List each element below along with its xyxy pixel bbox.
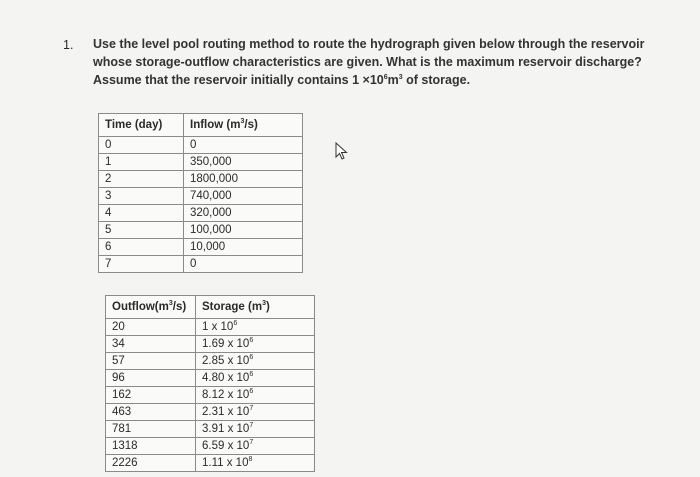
outflow-cell: 1318 bbox=[106, 438, 196, 455]
time-cell: 3 bbox=[99, 188, 184, 205]
outflow-cell: 34 bbox=[106, 336, 196, 353]
storage-cell: 1.11 x $10^8$ bbox=[196, 455, 315, 472]
outflow-cell: 57 bbox=[106, 353, 196, 370]
table-row bbox=[99, 239, 303, 256]
table-row bbox=[99, 222, 303, 239]
mouse-pointer-icon bbox=[335, 142, 349, 160]
table-header-row bbox=[99, 114, 303, 137]
storage-column-header: Storage $(m^3)$ bbox=[196, 296, 315, 319]
outflow-column-header: $Outflow(m^3/s)$ bbox=[106, 296, 196, 319]
outflow-cell: 162 bbox=[106, 387, 196, 404]
question-text bbox=[93, 35, 653, 89]
time-cell: 4 bbox=[99, 205, 184, 222]
time-column-header: Time (day) bbox=[99, 114, 184, 137]
table-row bbox=[106, 404, 315, 421]
outflow-cell: 2226 bbox=[106, 455, 196, 472]
inflow-cell: 0 bbox=[184, 256, 303, 273]
table-row bbox=[106, 319, 315, 336]
table-row bbox=[106, 421, 315, 438]
table-row bbox=[99, 154, 303, 171]
inflow-cell: 740,000 bbox=[184, 188, 303, 205]
table-row bbox=[99, 256, 303, 273]
table-row bbox=[99, 137, 303, 154]
time-cell: 1 bbox=[99, 154, 184, 171]
storage-cell: 6.59 x $10^7$ bbox=[196, 438, 315, 455]
table-row bbox=[106, 336, 315, 353]
storage-cell: 2.85 x $10^6$ bbox=[196, 353, 315, 370]
table-row bbox=[106, 387, 315, 404]
time-cell: 2 bbox=[99, 171, 184, 188]
storage-cell: 1 x $10^6$ bbox=[196, 319, 315, 336]
table-header-row bbox=[106, 296, 315, 319]
question-line-3: Assume that the reservoir initially contains $1 \times 10^6m^3$ of storage. bbox=[93, 73, 471, 87]
table-row bbox=[99, 205, 303, 222]
storage-cell: 3.91 x $10^7$ bbox=[196, 421, 315, 438]
time-cell: 5 bbox=[99, 222, 184, 239]
storage-outflow-table bbox=[105, 295, 315, 472]
table-row bbox=[106, 353, 315, 370]
table-row bbox=[106, 370, 315, 387]
table-row bbox=[99, 171, 303, 188]
inflow-cell: 0 bbox=[184, 137, 303, 154]
inflow-cell: 10,000 bbox=[184, 239, 303, 256]
inflow-cell: 350,000 bbox=[184, 154, 303, 171]
inflow-cell: 100,000 bbox=[184, 222, 303, 239]
outflow-cell: 20 bbox=[106, 319, 196, 336]
question-line-1: Use the level pool routing method to route the hydrograph given below through the reservoir bbox=[93, 37, 645, 51]
outflow-cell: 463 bbox=[106, 404, 196, 421]
storage-cell: 8.12 x $10^6$ bbox=[196, 387, 315, 404]
inflow-cell: 320,000 bbox=[184, 205, 303, 222]
outflow-cell: 96 bbox=[106, 370, 196, 387]
storage-cell: 1.69 x $10^6$ bbox=[196, 336, 315, 353]
table-row bbox=[99, 188, 303, 205]
question-number: 1. bbox=[63, 38, 74, 52]
table-row bbox=[106, 438, 315, 455]
table-row bbox=[106, 455, 315, 472]
time-cell: 0 bbox=[99, 137, 184, 154]
storage-cell: 4.80 x $10^6$ bbox=[196, 370, 315, 387]
inflow-column-header: Inflow $(m^3/s)$ bbox=[184, 114, 303, 137]
question-line-2: whose storage-outflow characteristics are given. What is the maximum reservoir discharge? bbox=[93, 55, 642, 69]
time-cell: 6 bbox=[99, 239, 184, 256]
inflow-cell: 1800,000 bbox=[184, 171, 303, 188]
time-cell: 7 bbox=[99, 256, 184, 273]
outflow-cell: 781 bbox=[106, 421, 196, 438]
storage-cell: 2.31 x $10^7$ bbox=[196, 404, 315, 421]
inflow-hydrograph-table bbox=[98, 113, 303, 273]
